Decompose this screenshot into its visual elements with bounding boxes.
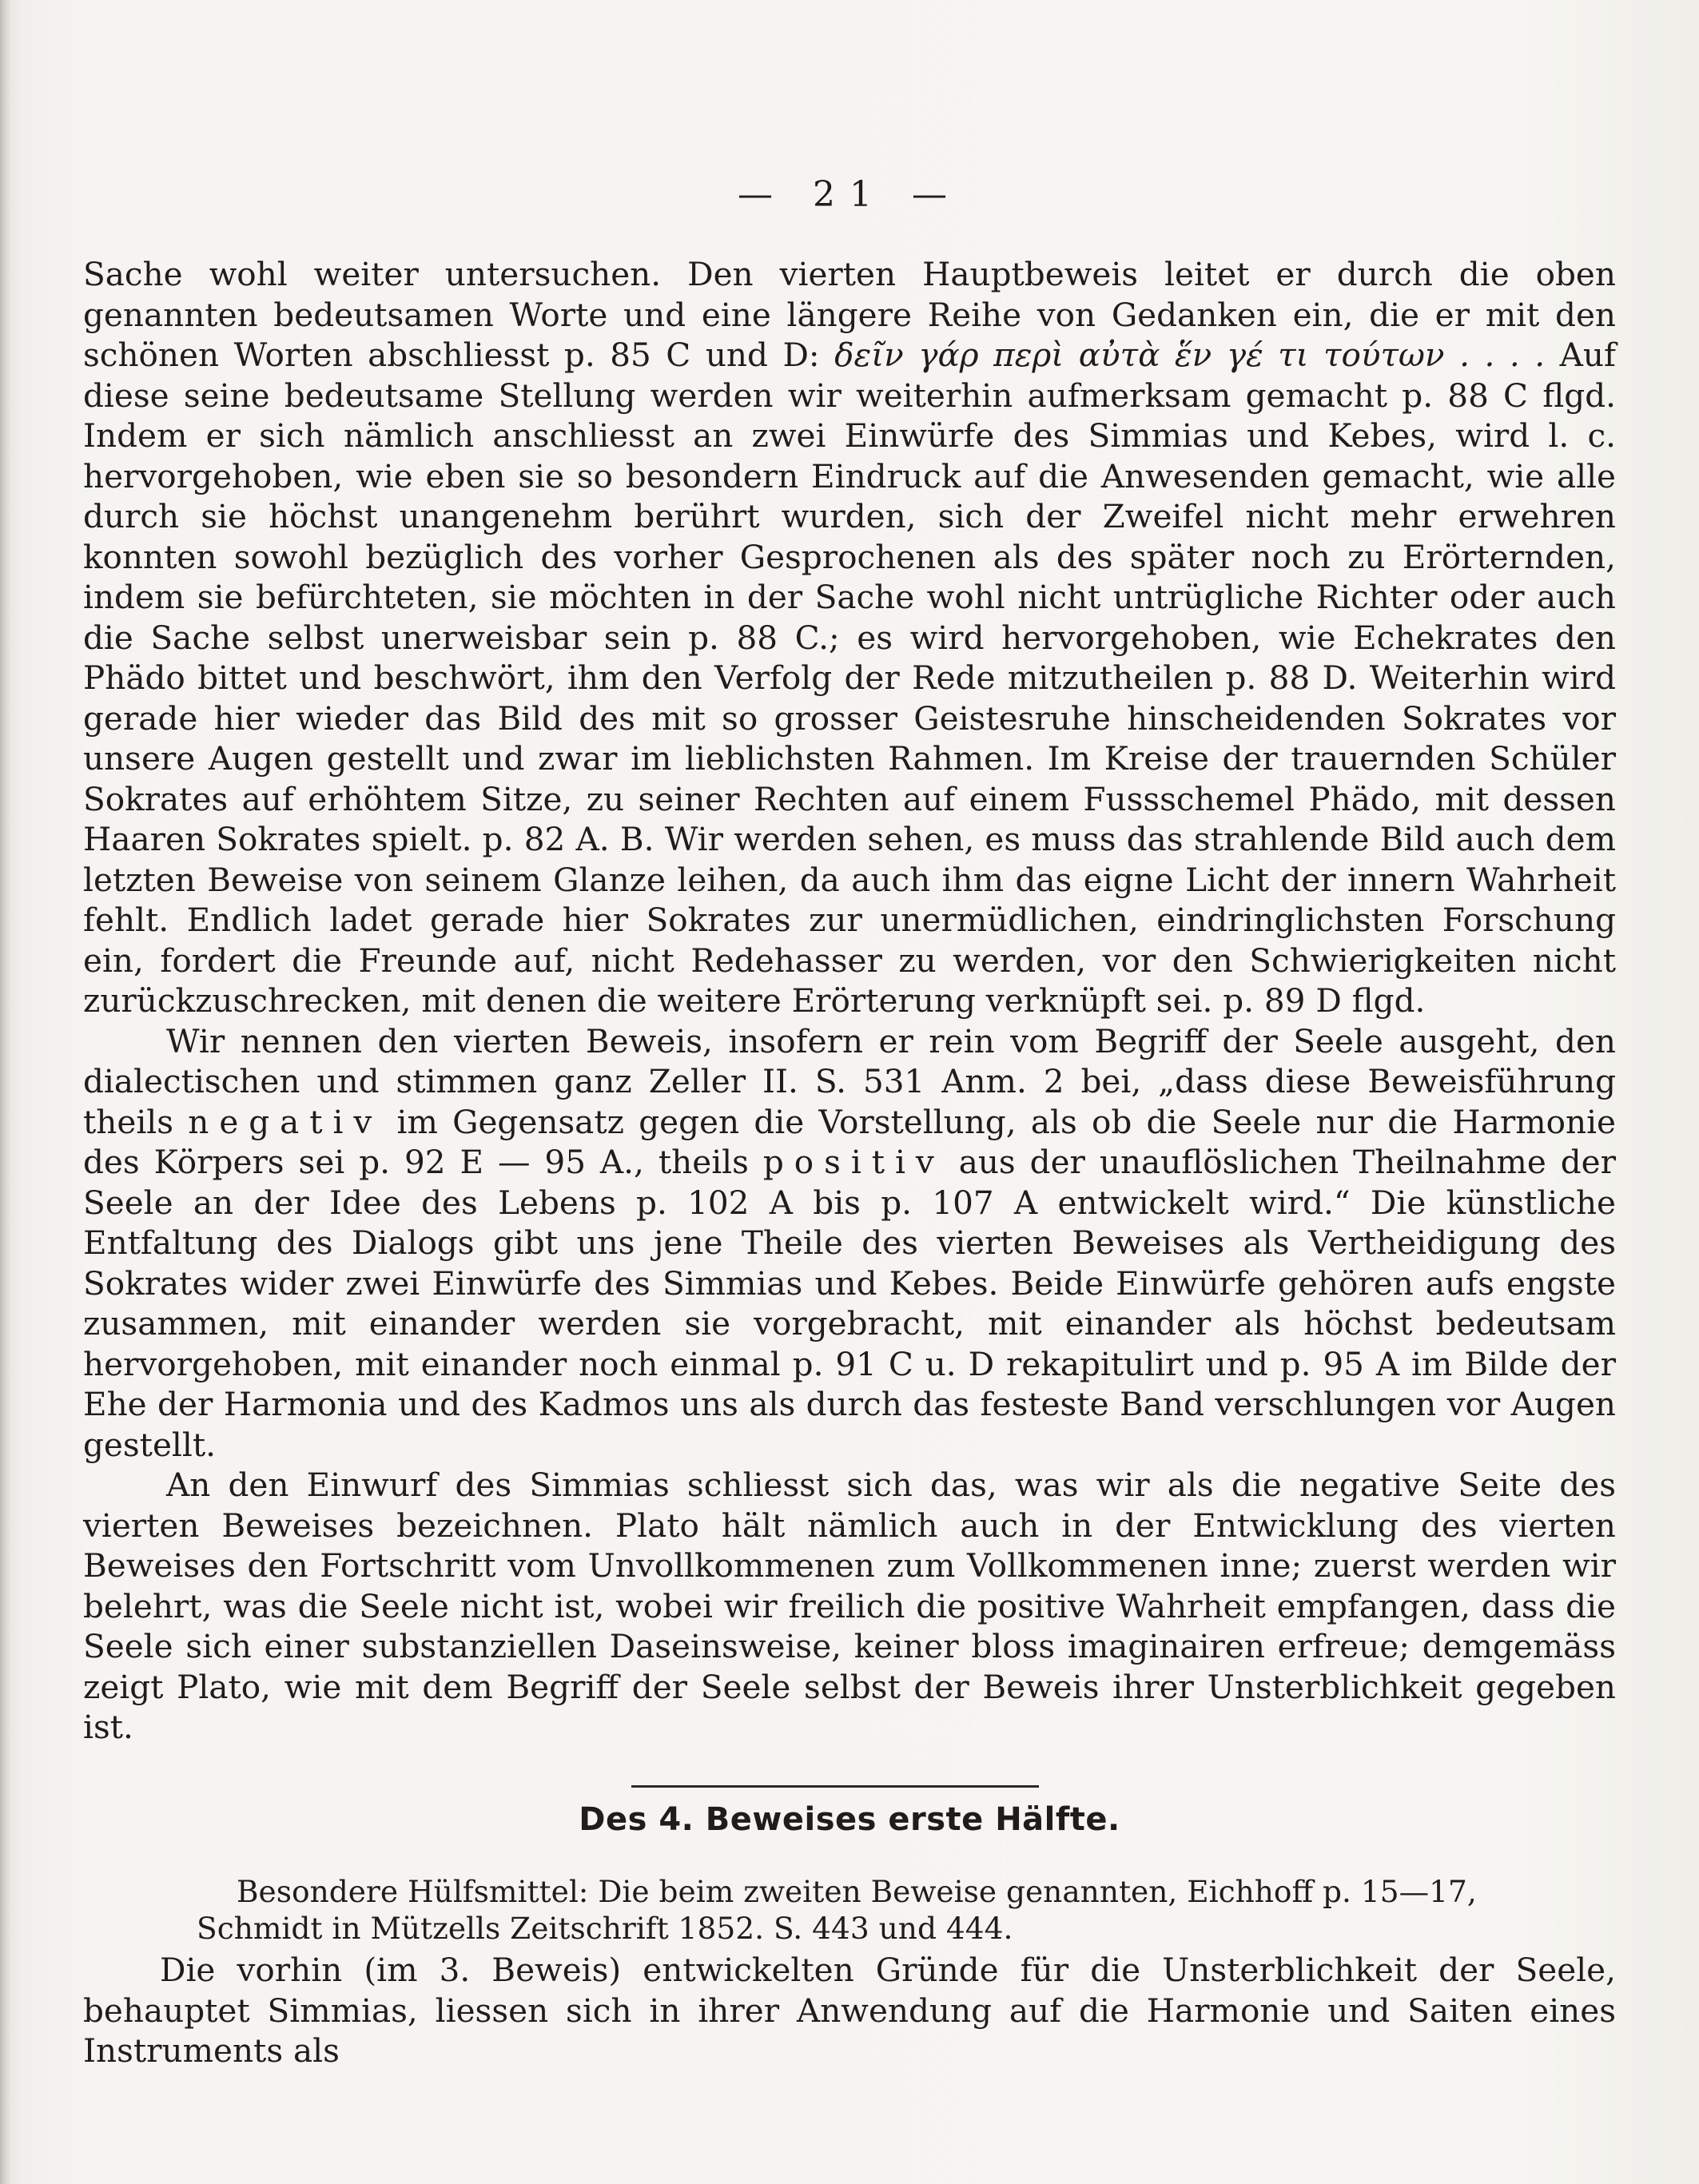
main-text — [83, 254, 1616, 1748]
paragraph-1-part-1: Sache wohl weiter untersuchen. Den vierten Hauptbeweis leitet er durch die oben genannten bedeutsamen Worte und eine längere Reihe von Gedanken ein, die er mit den schönen Worten abschliesst p. 85 C und D: — [83, 255, 1616, 374]
paragraph-2 — [83, 1021, 1616, 1466]
aids-line-1: Besondere Hülfsmittel: Die beim zweiten Beweise genannten, Eichhoff p. 15—17, — [237, 1874, 1477, 1909]
page-number: — 21 — — [738, 174, 961, 215]
paragraph-1 — [83, 254, 1616, 1021]
emphasis-positiv: positiv — [762, 1143, 945, 1181]
paragraph-1-part-2: Auf diese seine bedeutsame Stellung werden wir weiterhin aufmerksam gemacht p. 88 C flgd. Indem er sich nämlich anschliesst an zwei Einwürfe des Simmias und Kebes, wird l. c. hervorgehoben, wie eben sie so besondern Eindruck auf die Anwesenden gemacht, wie alle durch sie höchst unangenehm berührt wurden, sich der Zweifel nicht mehr erwehren konnten sowohl bezüglich des vorher Gesprochenen als des später noch zu Erörternden, indem sie befürchteten, sie möchten in der Sache wohl nicht untrügliche Richter oder auch die Sache selbst unerweisbar sein p. 88 C.; es wird hervorgehoben, wie Echekrates den Phädo bittet und beschwört, ihm den Verfolg der Rede mitzutheilen p. 88 D. Weiterhin wird gerade hier wieder das Bild des mit so grosser Geistesruhe hinscheidenden Sokrates vor unsere Augen gestellt und zwar im lieblichsten Rahmen. Im Kreise der trauernden Schüler Sokrates auf erhöhtem Sitze, zu seiner Rechten auf einem Fussschemel Phädo, mit dessen Haaren Sokrates spielt. p. 82 A. B. Wir werden sehen, es muss das strahlende Bild auch dem letzten Beweise von seinem Glanze leihen, da auch ihm das eigne Licht der innern Wahrheit fehlt. Endlich ladet gerade hier Sokrates zur unermüdlichen, eindringlichsten Forschung ein, fordert die Freunde auf, nicht Redehasser zu werden, vor den Schwierigkeiten nicht zurückzuschrecken, mit denen die weitere Erörterung verknüpft sei. p. 89 D flgd. — [83, 336, 1616, 1020]
paragraph-3: An den Einwurf des Simmias schliesst sich das, was wir als die negative Seite des vierten Beweises bezeichnen. Plato hält nämlich auch in der Entwicklung des vierten Beweises den Fortschritt vom Unvollkommenen zum Vollkommenen inne; zuerst werden wir belehrt, was die Seele nicht ist, wobei wir freilich die positive Wahrheit empfangen, dass die Seele sich einer substanziellen Daseinsweise, keiner bloss imaginairen erfreue; demgemäss zeigt Plato, wie mit dem Begriff der Seele selbst der Beweis ihrer Unsterblichkeit gegeben ist. — [83, 1466, 1616, 1746]
section-divider — [631, 1785, 1039, 1788]
section-heading: Des 4. Beweises erste Hälfte. — [579, 1801, 1120, 1838]
paragraph-2-part-3: aus der unauflöslichen Theilnahme der Seele an der Idee des Lebens p. 102 A bis p. 107 A entwickelt wird.“ Die künstliche Entfaltung des Dialogs gibt uns jene Theile des vierten Beweises als Vertheidigung des Sokrates wider zwei Einwürfe des Simmias und Kebes. Beide Einwürfe gehören aufs engste zusammen, mit einander werden sie vorgebracht, mit einander als höchst bedeutsam hervorgehoben, mit einander noch einmal p. 91 C u. D rekapitulirt und p. 95 A im Bilde der Ehe der Harmonia und des Kadmos uns als durch das festeste Band verschlungen vor Augen gestellt. — [83, 1143, 1616, 1464]
aids-note — [197, 1873, 1595, 1947]
emphasis-negativ: negativ — [188, 1102, 383, 1141]
gutter-shadow — [0, 0, 11, 2184]
paragraph-2-part-1: Wir nennen den vierten Beweis, insofern er rein vom Begriff der Seele ausgeht, den dialectischen und stimmen ganz Zeller II. S. 531 Anm. 2 bei, „dass diese Beweisführung theils — [83, 1021, 1616, 1141]
aids-line-2: Schmidt in Mützells Zeitschrift 1852. S. 443 und 444. — [197, 1911, 1013, 1946]
final-paragraph-text: Die vorhin (im 3. Beweis) entwickelten Gründe für die Unsterblichkeit der Seele, behauptet Simmias, liessen sich in ihrer Anwendung auf die Harmonie und Saiten eines Instruments als — [83, 1951, 1616, 2070]
final-paragraph — [83, 1950, 1616, 2071]
paragraph-2-part-2: im Gegensatz gegen die Vorstellung, als ob die Seele nur die Harmonie des Körpers sei p. 92 E — 95 A., theils — [83, 1102, 1617, 1181]
greek-quotation: δεῖν γάρ περὶ αὐτὰ ἕν γέ τι τούτων . . . . — [834, 336, 1546, 374]
